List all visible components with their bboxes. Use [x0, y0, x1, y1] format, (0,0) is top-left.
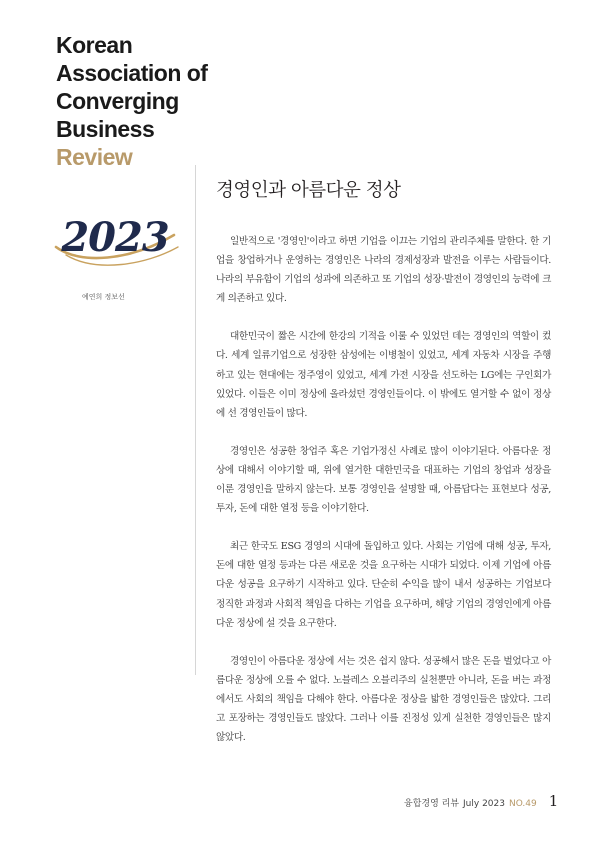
footer-journal-name: 융합경영 리뷰	[404, 799, 460, 809]
journal-title-accent-line: Review	[56, 144, 133, 170]
journal-title	[56, 31, 207, 171]
article-paragraph: 최근 한국도 ESG 경영의 시대에 돌입하고 있다. 사회는 기업에 대해 성공, 투자, 돈에 대한 열정 등과는 다른 새로운 것을 요구하는 시대가 되었다. 이제 기업에 아름다운 성공을 요구하기 시작하고 있다. 단순히 수익을 많이 내서 성공하는 기업보다 정직한 과정과 사회적 책임을 다하는 기업을 요구하며, 해당 기업의 경영인에게 아름다운 정상에 설 것을 요구한다.	[216, 541, 551, 629]
journal-title-line: Converging	[56, 88, 179, 114]
logo-signature-text: 예연희 정보선	[82, 293, 125, 301]
journal-title-line: Korean	[56, 32, 133, 58]
article-paragraph: 대한민국이 짧은 시간에 한강의 기적을 이룰 수 있었던 데는 경영인의 역할이 컸다. 세계 일류기업으로 성장한 삼성에는 이병철이 있었고, 세계 자동차 시장을 주행하고 있는 현대에는 정주영이 있었고, 세계 가전 시장을 선도하는 LG에는 구인회가 있었다. 이들은 이미 정상에 올라섰던 경영인들이다. 이 밖에도 열거할 수 없이 정상에 선 경영인들이 많다.	[216, 331, 551, 419]
article-paragraph: 일반적으로 '경영인'이라고 하면 기업을 이끄는 기업의 관리주체를 말한다. 한 기업을 창업하거나 운영하는 경영인은 나라의 경제성장과 발전을 이루는 사람들이다. 나라의 부유함이 기업의 성과에 의존하고 또 기업의 성장·발전이 경영인의 능력에 크게 의존하고 있다.	[216, 236, 551, 305]
footer-issue-date: July 2023	[463, 799, 505, 809]
page-footer	[404, 792, 558, 810]
article-title: 경영인과 아름다운 정상	[216, 180, 401, 201]
article-paragraph: 경영인은 성공한 창업주 혹은 기업가정신 사례로 많이 이야기된다. 아름다운 정상에 대해서 이야기할 때, 위에 열거한 대한민국을 대표하는 기업의 창업과 성장을 이룬 경영인을 말하지 않는다. 보통 경영인을 설명할 때, 아름답다는 표현보다 성공, 투자, 돈에 대한 열정 등을 이야기한다.	[216, 445, 551, 515]
page-number: 1	[548, 792, 559, 810]
footer-issue-number: NO.49	[508, 799, 537, 809]
journal-title-line: Association of	[56, 60, 208, 86]
logo-year-text: 2023	[61, 214, 169, 261]
year-2023-logo	[50, 195, 180, 305]
journal-title-line: Business	[56, 116, 155, 142]
article-paragraph: 경영인이 아름다운 정상에 서는 것은 쉽지 않다. 성공해서 많은 돈을 벌었다고 아름다운 정상에 오를 수 없다. 노블레스 오블리주의 실천뿐만 아니라, 돈을 버는 과정에서도 사회의 책임을 다해야 한다. 아름다운 정상을 밟한 경영인들은 많았다. 그리고 포장하는 경영인들도 많았다. 그러나 이를 진정성 있게 실천한 경영인들은 많지 않았다.	[216, 655, 551, 744]
vertical-divider	[195, 165, 196, 675]
article-body	[216, 232, 551, 766]
